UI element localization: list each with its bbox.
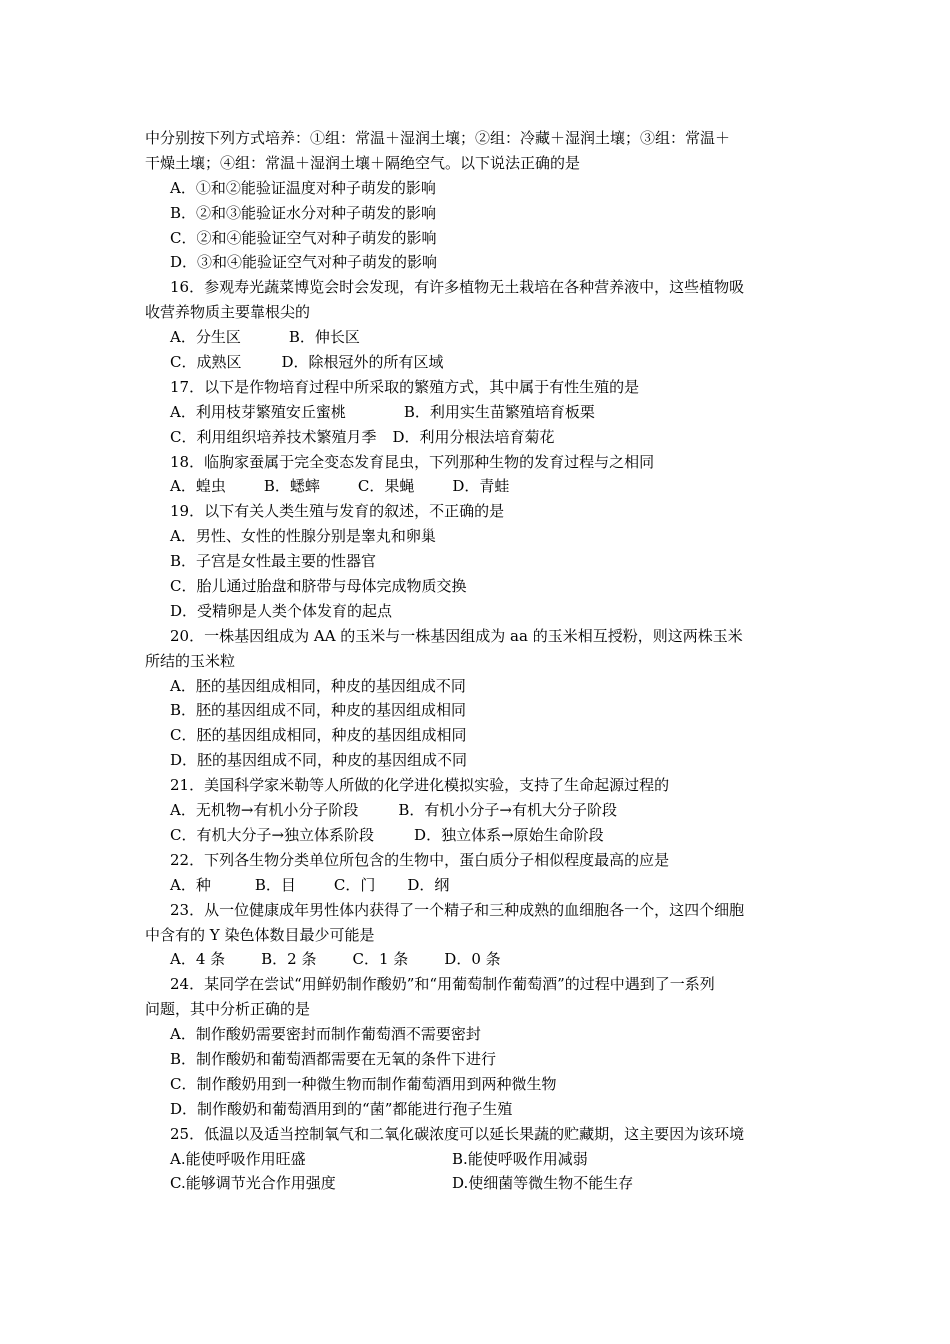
q15-stem-line1: 中分别按下列方式培养：①组：常温＋湿润土壤；②组：冷藏＋湿润土壤；③组：常温＋	[145, 129, 731, 147]
q23-option-b: B．2 条	[261, 950, 317, 969]
q16-stem-line1: 16．参观寿光蔬菜博览会时会发现，有许多植物无土栽培在各种营养液中，这些植物吸	[170, 278, 745, 297]
q20-option-d: D．胚的基因组成不同，种皮的基因组成不同	[170, 751, 468, 770]
q15-option-c: C．②和④能验证空气对种子萌发的影响	[170, 228, 437, 247]
q17-options-row1	[145, 400, 810, 425]
q15-option-d: D．③和④能验证空气对种子萌发的影响	[170, 253, 438, 272]
q24-stem-line1: 24．某同学在尝试“用鲜奶制作酸奶”和“用葡萄制作葡萄酒”的过程中遇到了一系列	[170, 975, 715, 994]
q24-stem-line2: 问题，其中分析正确的是	[145, 1000, 311, 1019]
q20-option-a: A．胚的基因组成相同，种皮的基因组成不同	[170, 676, 466, 695]
q15-option-a: A．①和②能验证温度对种子萌发的影响	[170, 178, 436, 197]
q25-options-row1	[145, 1147, 810, 1172]
q19-option-c: C．胎儿通过胎盘和脐带与母体完成物质交换	[170, 577, 467, 596]
q24-option-d: D．制作酸奶和葡萄酒用到的“菌”都能进行孢子生殖	[170, 1099, 513, 1118]
q24-option-a: A．制作酸奶需要密封而制作葡萄酒不需要密封	[170, 1025, 481, 1044]
q18-option-d: D．青蛙	[452, 477, 510, 496]
q23-stem-line2: 中含有的 Y 染色体数目最少可能是	[145, 925, 375, 944]
q15-option-b: B．②和③能验证水分对种子萌发的影响	[170, 203, 437, 222]
q19-option-d: D．受精卵是人类个体发育的起点	[170, 601, 393, 620]
q24-option-c: C．制作酸奶用到一种微生物而制作葡萄酒用到两种微生物	[170, 1074, 557, 1093]
q19-stem: 19．以下有关人类生殖与发育的叙述，不正确的是	[170, 502, 505, 521]
q20-stem-line2: 所结的玉米粒	[145, 651, 236, 670]
q25-stem: 25．低温以及适当控制氧气和二氧化碳浓度可以延长果蔬的贮藏期，这主要因为该环境	[170, 1124, 745, 1143]
q16-option-a: A．分生区	[170, 328, 241, 347]
q18-option-b: B．蟋蟀	[263, 477, 320, 496]
q22-stem: 22．下列各生物分类单位所包含的生物中，蛋白质分子相似程度最高的应是	[170, 850, 670, 869]
q20-stem-line1: 20．一株基因组成为 AA 的玉米与一株基因组成为 aa 的玉米相互授粉，则这两株玉米	[170, 626, 743, 645]
q17-option-a: A．利用枝芽繁殖安丘蜜桃	[170, 402, 346, 421]
q18-option-a: A．蝗虫	[170, 477, 226, 496]
q22-option-d: D．纲	[407, 875, 450, 894]
q25-option-b: B.能使呼吸作用减弱	[452, 1149, 588, 1168]
q22-option-b: B．目	[254, 875, 296, 894]
q16-option-d: D．除根冠外的所有区域	[281, 353, 444, 372]
q21-stem: 21．美国科学家米勒等人所做的化学进化模拟实验，支持了生命起源过程的	[170, 776, 670, 795]
q21-option-b: B．有机小分子→有机大分子阶段	[398, 801, 617, 820]
q18-options	[145, 474, 810, 499]
q17-stem: 17．以下是作物培育过程中所采取的繁殖方式，其中属于有性生殖的是	[170, 377, 640, 396]
q17-option-b: B．利用实生苗繁殖培育板栗	[403, 402, 595, 421]
q23-options	[145, 947, 810, 972]
q25-option-a: A.能使呼吸作用旺盛	[170, 1149, 306, 1168]
q16-option-c: C．成熟区	[170, 353, 242, 372]
q20-option-b: B．胚的基因组成不同，种皮的基因组成相同	[170, 701, 467, 720]
q21-options-row2	[145, 823, 810, 848]
q17-options-row2	[145, 425, 810, 450]
q23-option-c: C．1 条	[352, 950, 409, 969]
q25-option-d: D.使细菌等微生物不能生存	[452, 1174, 634, 1193]
q25-option-c: C.能够调节光合作用强度	[170, 1174, 336, 1193]
q22-option-a: A．种	[170, 875, 211, 894]
q23-option-d: D．0 条	[444, 950, 501, 969]
q21-option-a: A．无机物→有机小分子阶段	[170, 801, 359, 820]
q16-options-row1	[145, 325, 810, 350]
q25-options-row2	[145, 1171, 810, 1196]
q23-option-a: A．4 条	[170, 950, 226, 969]
q22-option-c: C．门	[333, 875, 376, 894]
q16-options-row2	[145, 350, 810, 375]
q24-option-b: B．制作酸奶和葡萄酒都需要在无氧的条件下进行	[170, 1049, 497, 1068]
q15-stem-line2: 干燥土壤；④组：常温＋湿润土壤＋隔绝空气。以下说法正确的是	[145, 153, 581, 172]
q21-option-c: C．有机大分子→独立体系阶段	[170, 825, 375, 844]
q23-stem-line1: 23．从一位健康成年男性体内获得了一个精子和三种成熟的血细胞各一个，这四个细胞	[170, 900, 745, 919]
q18-option-c: C．果蝇	[357, 477, 415, 496]
q21-option-d: D．独立体系→原始生命阶段	[414, 825, 604, 844]
exam-page	[145, 126, 810, 1196]
q17-option-d: D．利用分根法培育菊花	[392, 427, 555, 446]
q16-stem-line2: 收营养物质主要靠根尖的	[145, 303, 311, 322]
q19-option-a: A．男性、女性的性腺分别是睾丸和卵巢	[170, 527, 436, 546]
q20-option-c: C．胚的基因组成相同，种皮的基因组成相同	[170, 726, 467, 745]
q22-options	[145, 873, 810, 898]
q21-options-row1	[145, 798, 810, 823]
q16-option-b: B．伸长区	[288, 328, 360, 347]
q17-option-c: C．利用组织培养技术繁殖月季	[170, 427, 377, 446]
q19-option-b: B．子宫是女性最主要的性器官	[170, 552, 377, 571]
q18-stem: 18．临朐家蚕属于完全变态发育昆虫，下列那种生物的发育过程与之相同	[170, 452, 655, 471]
